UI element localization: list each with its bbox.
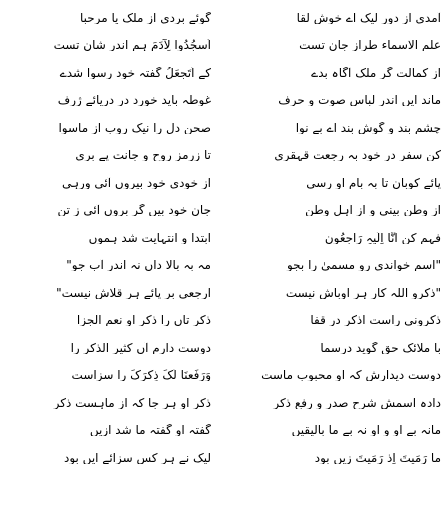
verse-row — [6, 197, 441, 225]
verse-second-hemistich: گوئے بردی از ملک یا مرحبا — [79, 11, 211, 24]
verse-row — [6, 87, 441, 115]
verse-first-hemistich: کن سفر در خود بہ رجعت قہقری — [274, 149, 441, 162]
verse-row — [6, 224, 441, 252]
verse-first-hemistich: پائے کوبان تا بہ بام او رسی — [306, 176, 441, 189]
verse-second-hemistich: اُسجُدُوا لِآدَمَ ہم اندر شان تست — [53, 39, 211, 52]
verse-second-hemistich: صحن دل را نیک روب از ماسوا — [58, 121, 211, 134]
verse-second-hemistich: گفتہ او گفتہ ما شد ازیں — [89, 424, 211, 437]
verse-second-hemistich: ارجعی بر پائے ہر قلاش نیست" — [56, 286, 211, 299]
verse-row — [6, 59, 441, 87]
poem-body — [6, 4, 441, 472]
verse-row — [6, 4, 441, 32]
verse-second-hemistich: مہ بہ بالا داں نہ اندر آب جو" — [66, 259, 211, 272]
verse-second-hemistich: ابتدا و انتہایت شد ہموں — [88, 231, 211, 244]
verse-first-hemistich: با ملائک حق گوید درسما — [320, 341, 441, 354]
verse-second-hemistich: از خودی خود بیروں آئی ورہی — [61, 176, 211, 189]
verse-first-hemistich: علم الاسماء طراز جان تست — [299, 39, 441, 52]
verse-first-hemistich: دادہ اسمش شرح صدر و رفع ذکر — [273, 396, 441, 409]
verse-row — [6, 169, 441, 197]
verse-row — [6, 32, 441, 60]
verse-second-hemistich: دوست دارم آں کثیر الذکر را — [70, 341, 211, 354]
verse-first-hemistich: مانہ بے او و او نہ بے ما بالیقیں — [291, 424, 441, 437]
verse-second-hemistich: وَرَفَعنَا لَکَ ذِکرَکَ را سزاست — [71, 369, 211, 382]
verse-second-hemistich: جان خود بیں گر بروں آئی ز تن — [57, 204, 211, 217]
verse-second-hemistich: غوطہ باید خورد در دریائے ژرف — [57, 94, 211, 107]
verse-first-hemistich: ما رَمَیتَ اِذ رَمَیتَ زیں بود — [314, 451, 441, 464]
verse-row — [6, 114, 441, 142]
verse-row — [6, 362, 441, 390]
verse-row — [6, 417, 441, 445]
verse-first-hemistich: دوست دیدارش کہ او محبوب ماست — [261, 369, 441, 382]
verse-row — [6, 334, 441, 362]
verse-row — [6, 252, 441, 280]
verse-first-hemistich: "اسم خواندی رو مسمیٰ را بجو — [286, 259, 441, 272]
verse-first-hemistich: ماند ایں اندر لباس صوت و حرف — [278, 94, 441, 107]
verse-row — [6, 444, 441, 472]
verse-second-hemistich: ذکر او ہر جا کہ از ماہست ذکر — [53, 396, 211, 409]
verse-first-hemistich: فہم کن اَنَّا اِلَیہِ رَاجِعُون — [324, 231, 441, 244]
verse-second-hemistich: کے اَتَجعَلُ گفتہ خود رسوا شدے — [59, 66, 211, 79]
verse-first-hemistich: از کمالت گر ملک آگاہ بدے — [311, 66, 441, 79]
verse-second-hemistich: ذکر تاں را ذکر او نعم الجزا — [76, 314, 211, 327]
verse-first-hemistich: چشم بند و گوش بند اے بے نوا — [295, 121, 441, 134]
verse-second-hemistich: لیک نے ہر کس سزائے ایں بود — [63, 451, 211, 464]
verse-row — [6, 142, 441, 170]
verse-row — [6, 279, 441, 307]
verse-row — [6, 389, 441, 417]
verse-second-hemistich: تا زرمز روح و جانت پے بری — [75, 149, 211, 162]
verse-row — [6, 307, 441, 335]
verse-first-hemistich: "ذکرو اللہ کار ہر اوباش نیست — [285, 286, 441, 299]
verse-first-hemistich: ذکرونی راست اذکر در قفا — [310, 314, 441, 327]
verse-first-hemistich: آمدی از دور لیک اے خوش لقا — [296, 11, 441, 24]
verse-first-hemistich: از وطن بینی و از اہل وطن — [305, 204, 441, 217]
